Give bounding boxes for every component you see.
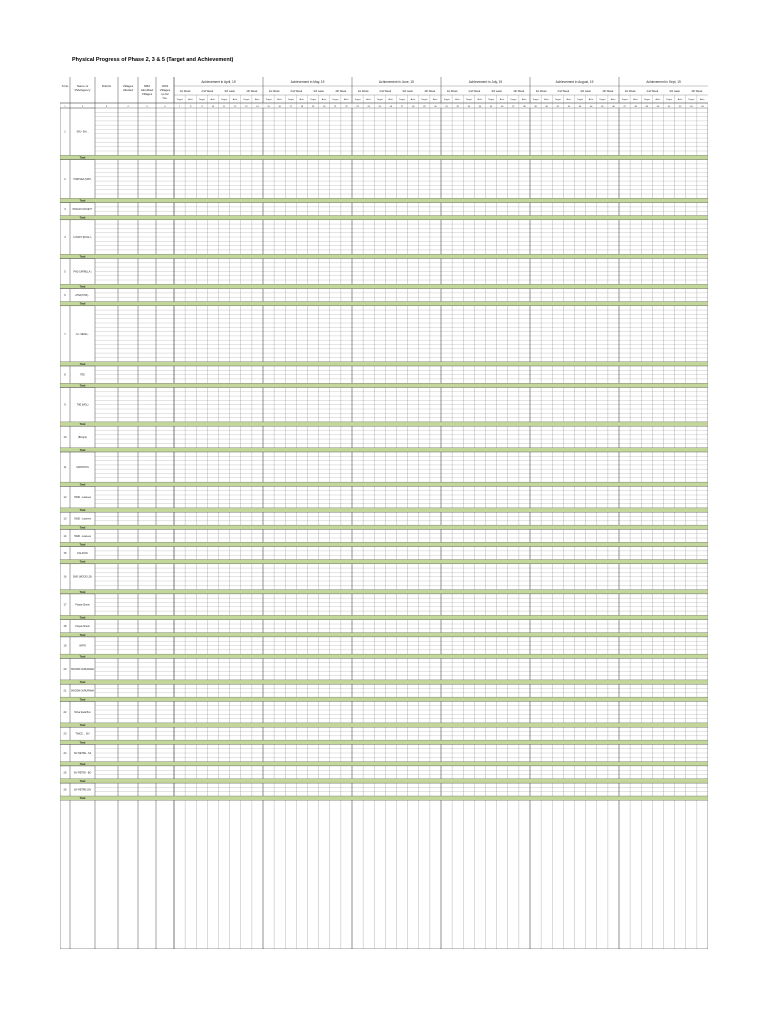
column-number: 2 [81,105,84,108]
header-achievement: Achi. [588,99,594,101]
header-achievement: Achi. [433,99,438,101]
header-achievement: Achi. [188,99,194,101]
row-agency: SIV RETRE - SA [73,753,92,755]
total-row-label: Total [79,255,86,259]
header-target: Target [599,99,606,101]
header-ods-villages: so far [161,92,169,96]
total-row-label: Total [79,797,86,801]
header-achievement: Achi. [410,99,416,101]
total-row [60,362,708,366]
column-number: 53 [690,105,693,108]
header-target: Target [376,99,383,101]
column-number: 38 [523,105,526,108]
header-achievement: Achi. [455,99,461,101]
row-sno: 2 [64,177,66,181]
header-pia: PIA/Agency [74,88,91,92]
row-agency: LOVATO (RUAL L [73,237,92,239]
header-villages-identified: Villages [141,92,153,96]
column-number: 54 [701,105,704,108]
column-number: 1 [64,105,66,108]
total-row [60,254,708,258]
column-number: 42 [567,105,571,108]
row-agency: Shiva Sada Bon [74,712,91,715]
total-row [60,448,708,452]
header-achievement: Achi. [277,99,283,101]
row-agency: SWOSM GURURAMA [71,690,94,693]
column-number: 16 [278,105,281,108]
total-row-label: Total [79,216,86,220]
row-agency: WATR [79,645,86,648]
total-row [60,779,708,783]
row-sno: 11 [63,466,67,470]
total-row-label: Total [79,483,86,487]
table-border [60,77,708,949]
column-number: 45 [601,105,604,108]
column-number: 5 [146,105,148,108]
header-target: Target [488,99,495,101]
total-row-label: Total [79,384,86,388]
header-villages-identified: Identified [140,88,154,92]
header-achievement: Achi. [255,99,260,101]
column-number: 43 [578,105,582,108]
header-district: District [101,84,112,88]
column-number: 33 [467,105,471,108]
header-achievement: Achi. [344,99,349,101]
row-sno: 16 [63,575,67,579]
column-number: 21 [334,105,337,108]
row-agency: TWICE ... SIV [75,733,90,736]
total-row [60,482,708,486]
column-number: 48 [634,105,637,108]
row-sno: 8 [64,373,66,377]
column-number: 22 [345,105,348,108]
row-agency: THE (MOL) [76,404,89,407]
column-number: 3 [105,105,108,108]
row-sno: 13 [63,517,67,521]
column-number: 4 [127,105,129,108]
column-number: 37 [512,105,515,108]
header-week-1-4: 4th Week [246,90,258,93]
column-number: 18 [300,105,304,108]
total-row [60,633,708,637]
header-month-group-3: Achievement in June, 19 [379,80,414,84]
row-agency: JU - MENG... [75,333,90,336]
row-agency: TRD [80,374,85,377]
row-agency: ATNA(STW)... [75,295,90,298]
header-week-4-3: 3rd week [491,90,502,93]
total-row-label: Total [79,156,86,160]
header-target: Target [310,99,317,101]
total-row-label: Total [79,724,86,728]
header-ods-villages: No. [162,96,168,100]
total-row [60,542,708,546]
header-achievement: Achi. [522,99,527,101]
row-agency: SWID - Loanees [74,497,91,500]
row-sno: 6 [64,294,66,298]
header-achievement: Achi. [566,99,572,101]
header-achievement: Achi. [544,99,550,101]
progress-table-grid [60,77,708,949]
total-row [60,525,708,529]
total-row-label: Total [79,526,86,530]
row-sno: 1 [64,130,66,134]
header-week-1-3: 3rd week [224,90,235,93]
header-week-3-3: 3rd week [402,90,413,93]
row-sno: 12 [63,496,67,500]
total-row [60,762,708,766]
header-week-6-2: 2nd Week [646,90,659,93]
row-sno: 7 [64,332,66,336]
header-month-group-4: Achievement in July, 19 [468,80,503,84]
header-achievement: Achi. [232,99,238,101]
header-target: Target [399,99,406,101]
column-number: 47 [623,105,626,108]
header-achievement: Achi. [477,99,483,101]
header-target: Target [198,99,205,101]
total-row-label: Total [79,199,86,203]
header-achievement: Achi. [321,99,327,101]
column-number: 15 [267,105,270,108]
header-target: Target [532,99,539,101]
total-row [60,508,708,512]
total-row [60,422,708,426]
total-row-label: Total [79,285,86,289]
total-row-label: Total [79,698,86,702]
column-number: 9 [201,105,203,108]
column-number: 20 [322,105,326,108]
row-sno: 5 [64,270,66,274]
header-month-group-1: Achievement in April, 19 [201,80,236,84]
column-number: 26 [389,105,393,108]
row-sno: 18 [63,625,67,629]
row-sno: 19 [63,644,67,648]
header-week-1-2: 2nd Week [201,90,214,93]
header-week-6-1: 1st Week [624,90,636,93]
row-sno: 23 [63,732,67,736]
row-sno: 24 [63,752,67,755]
total-row-label: Total [79,448,86,452]
header-target: Target [243,99,250,101]
header-achievement: Achi. [499,99,505,101]
total-row [60,654,708,658]
row-agency: (Bhopro) [78,436,87,439]
header-month-group-5: Achievement in August, 19 [555,80,594,84]
header-target: Target [688,99,695,101]
total-row-label: Total [79,616,86,620]
total-row-label: Total [79,655,86,659]
total-row-label: Total [79,681,86,685]
header-pia: Name of [76,84,89,88]
row-agency: Prayas Shanti [75,604,90,607]
total-row-label: Total [79,423,86,427]
column-number: 17 [289,105,293,108]
total-row [60,302,708,306]
total-row [60,680,708,684]
header-week-2-2: 2nd Week [290,90,303,93]
column-number: 46 [612,105,615,108]
header-target: Target [510,99,517,101]
header-week-3-2: 2nd Week [379,90,392,93]
header-achievement: Achi. [299,99,305,101]
row-agency: PHD CARRILLA ( [73,271,92,274]
row-agency: SIV RETRE (SIV [73,789,92,792]
total-row [60,740,708,744]
row-agency: SWG (MOOD LDU [72,576,93,579]
column-number: 7 [178,105,181,108]
header-target: Target [176,99,183,101]
row-sno: 14 [63,534,67,538]
column-number: 29 [423,105,426,108]
header-week-5-1: 1st Week [535,90,547,93]
row-sno: 17 [63,603,67,607]
header-ods-villages: Villages [159,88,171,92]
column-number: 34 [478,105,482,108]
total-row [60,697,708,701]
total-row-label: Total [79,560,86,564]
header-achievement: Achi. [611,99,616,101]
row-agency: SWID - Loanees [74,518,91,521]
column-number: 10 [211,105,215,108]
header-achievement: Achi. [633,99,639,101]
header-achievement: Achi. [366,99,372,101]
header-target: Target [265,99,272,101]
row-sno: 25 [63,771,67,775]
header-week-5-2: 2nd Week [557,90,570,93]
header-target: Target [666,99,673,101]
row-agency: PURPLEA (SWO, [73,178,92,181]
header-achievement: Achi. [210,99,216,101]
total-row-label: Total [79,509,86,513]
column-number: 36 [500,105,504,108]
row-sno: 9 [64,403,66,407]
header-target: Target [332,99,339,101]
header-target: Target [287,99,294,101]
header-achievement: Achi. [655,99,661,101]
row-agency: SWID - Loanees [74,535,91,538]
column-number: 39 [534,105,537,108]
row-agency: SIV RETRE - BO [73,772,92,775]
row-agency: SWOSM GURURAMA [71,669,94,672]
total-row-label: Total [79,762,86,766]
header-week-3-1: 1st Week [357,90,369,93]
column-number: 50 [656,105,660,108]
header-target: Target [554,99,561,101]
header-target: Target [465,99,472,101]
page-title: Physical Progress of Phase 2, 3 & 5 (Target and Achievement) [72,57,234,63]
column-number: 49 [645,105,649,108]
header-sno: S.No [61,84,69,88]
row-sno: 15 [63,552,67,556]
column-number: 23 [356,105,359,108]
row-sno: 10 [63,435,67,439]
total-row [60,723,708,727]
header-target: Target [643,99,650,101]
header-achievement: Achi. [388,99,394,101]
total-row [60,560,708,564]
column-number: 35 [489,105,493,108]
header-ods-villages: ODS [161,84,169,88]
row-sno: 22 [63,711,67,715]
column-number: 52 [678,105,682,108]
total-row-label: Total [79,741,86,745]
header-target: Target [621,99,628,101]
column-number: 14 [256,105,259,108]
column-number: 11 [222,105,226,108]
header-week-4-1: 1st Week [446,90,458,93]
column-number: 19 [311,105,315,108]
header-villages-allotted: Villages [122,84,134,88]
progress-table [60,77,708,949]
header-week-5-4: 4th Week [602,90,614,93]
header-month-group-2: Achievement in May, 19 [290,80,325,84]
column-number: 51 [667,105,671,108]
header-week-5-3: 3rd week [580,90,591,93]
row-sno: 3 [64,208,66,212]
total-row-label: Total [79,590,86,594]
column-number: 13 [245,105,248,108]
total-row-label: Total [79,543,86,547]
column-number: 25 [378,105,382,108]
header-week-6-4: 4th Week [691,90,703,93]
column-number: 32 [456,105,459,108]
column-number: 12 [233,105,237,108]
row-agency: PRAYAS SOCIETY [72,209,93,212]
header-week-4-2: 2nd Week [468,90,481,93]
column-number: 41 [556,105,560,108]
column-number: 8 [190,105,192,108]
total-row-label: Total [79,362,86,366]
total-row-label: Total [79,633,86,637]
total-row-label: Total [79,302,86,306]
header-month-group-6: Achievement in Sept, 19 [646,80,681,84]
header-achievement: Achi. [700,99,705,101]
header-week-2-1: 1st Week [268,90,280,93]
column-number: 30 [434,105,437,108]
header-target: Target [354,99,361,101]
column-number: 31 [445,105,448,108]
header-week-2-3: 3rd week [313,90,324,93]
column-number: 24 [367,105,370,108]
header-target: Target [221,99,228,101]
column-number: 27 [400,105,404,108]
column-number: 44 [589,105,593,108]
header-target: Target [421,99,428,101]
header-villages-identified: NBA [143,84,151,88]
total-row [60,216,708,220]
row-agency: DALSTAN [77,553,88,556]
row-sno: 4 [64,236,66,239]
column-number: 40 [545,105,548,108]
header-target: Target [577,99,584,101]
total-row [60,615,708,619]
row-agency: SKU- SHI... [76,131,89,134]
header-achievement: Achi. [677,99,683,101]
total-row-label: Total [79,780,86,783]
header-week-6-3: 3rd week [669,90,680,93]
row-agency: SARVODYA [76,467,89,470]
header-target: Target [443,99,450,101]
column-number: 28 [411,105,415,108]
header-week-4-4: 4th Week [513,90,525,93]
row-sno: 20 [63,668,67,672]
total-row [60,155,708,159]
header-week-1-1: 1st Week [179,90,191,93]
column-number-row [60,103,708,108]
total-row [60,284,708,288]
total-row [60,198,708,202]
header-week-2-4: 4th Week [335,90,347,93]
total-row [60,590,708,594]
header-week-3-4: 4th Week [424,90,436,93]
row-sno: 21 [63,689,67,693]
row-sno: 26 [63,788,67,792]
total-row [60,796,708,800]
header-villages-allotted: Allotted [122,88,134,92]
total-row [60,383,708,387]
row-agency: Prayas Shanti [75,626,90,629]
column-number: 6 [164,105,166,108]
